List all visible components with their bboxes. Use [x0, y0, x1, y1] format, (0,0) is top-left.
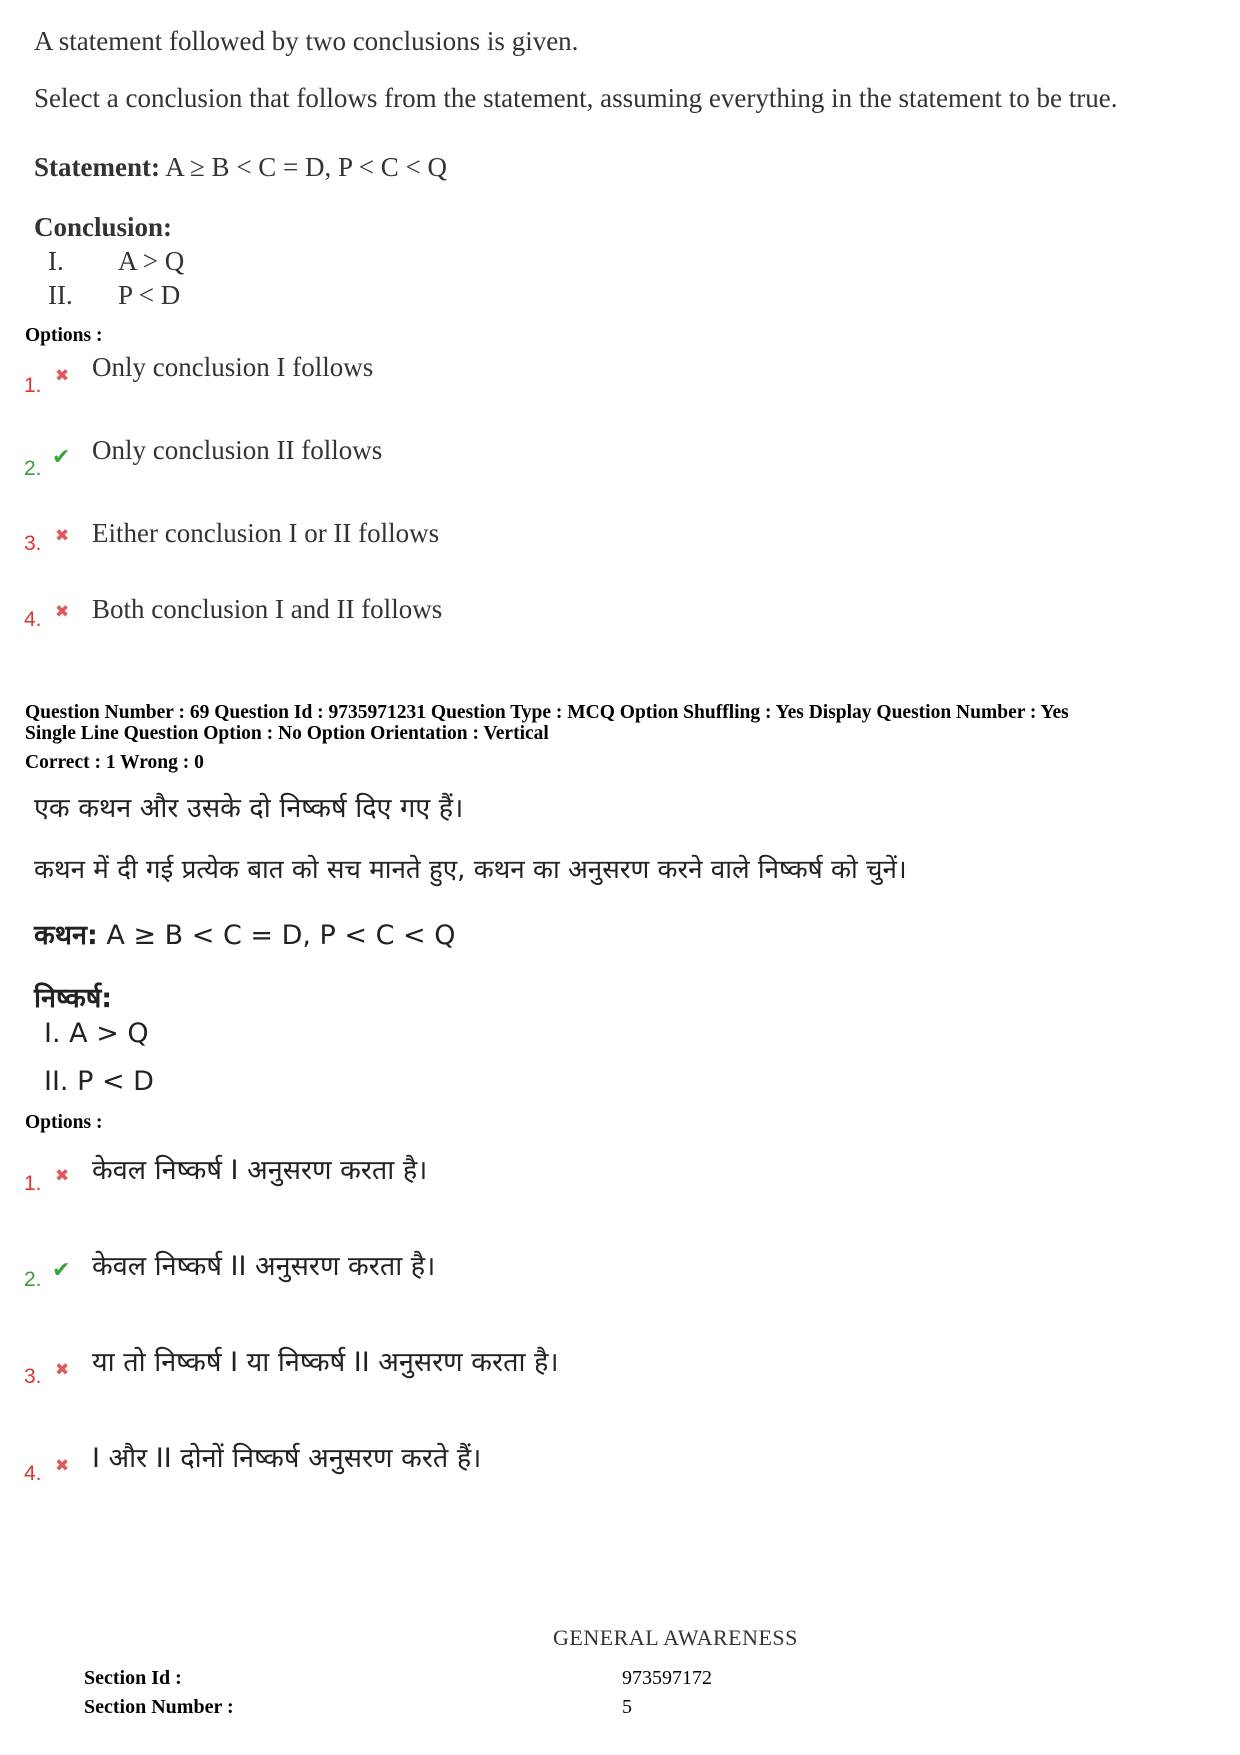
statement-value: A ≥ B < C = D, P < C < Q	[165, 152, 448, 182]
option-text: I और II दोनों निष्कर्ष अनुसरण करते हैं।	[92, 1443, 482, 1474]
conclusion-num: II.	[48, 280, 73, 310]
section-title: GENERAL AWARENESS	[553, 1625, 798, 1650]
option-number: 3.	[24, 532, 42, 555]
option-text: केवल निष्कर्ष I अनुसरण करता है।	[92, 1155, 428, 1186]
option-text: केवल निष्कर्ष II अनुसरण करता है।	[92, 1251, 436, 1282]
option-text: या तो निष्कर्ष I या निष्कर्ष II अनुसरण करता है।	[92, 1347, 559, 1378]
conclusion-label: Conclusion:	[34, 212, 173, 242]
conclusion-text: P < D	[77, 1066, 154, 1097]
cross-icon: ✖	[55, 1360, 70, 1380]
conclusion-text: A > Q	[118, 246, 185, 276]
conclusion-text: A > Q	[69, 1018, 149, 1049]
option-number: 4.	[24, 608, 42, 631]
check-icon: ✔	[52, 1258, 71, 1283]
question-intro: A statement followed by two conclusions is given.	[34, 26, 579, 56]
option-number: 4.	[24, 1462, 42, 1485]
cross-icon: ✖	[55, 1456, 70, 1476]
cross-icon: ✖	[55, 602, 70, 622]
cross-icon: ✖	[55, 526, 70, 546]
cross-icon: ✖	[55, 366, 70, 386]
option-text: Only conclusion I follows	[92, 352, 374, 382]
option-text: Only conclusion II follows	[92, 435, 383, 465]
marking-scheme: Correct : 1 Wrong : 0	[25, 752, 204, 773]
option-number: 2.	[24, 1268, 42, 1291]
options-label: Options :	[25, 325, 103, 346]
conclusion-text: P < D	[118, 280, 181, 310]
statement-label: कथन:	[34, 920, 98, 951]
conclusion-item	[44, 1018, 149, 1049]
question-instruction: Select a conclusion that follows from the statement, assuming everything in the statement to be true.	[34, 83, 1118, 113]
statement	[34, 915, 456, 952]
question-instruction: कथन में दी गई प्रत्येक बात को सच मानते हुए, कथन का अनुसरण करने वाले निष्कर्ष को चुनें।	[34, 855, 907, 885]
option-number: 1.	[24, 374, 42, 397]
question-intro: एक कथन और उसके दो निष्कर्ष दिए गए हैं।	[34, 793, 464, 824]
question-meta: Single Line Question Option : No Option Orientation : Vertical	[25, 723, 549, 744]
conclusion-num: I.	[44, 1018, 61, 1049]
section-id-label: Section Id :	[84, 1667, 182, 1689]
section-id-value: 973597172	[622, 1667, 712, 1689]
option-number: 2.	[24, 457, 42, 480]
cross-icon: ✖	[55, 1166, 70, 1186]
section-number-label: Section Number :	[84, 1696, 234, 1718]
section-number-value: 5	[622, 1696, 632, 1718]
conclusion-num: I.	[48, 246, 64, 276]
option-text: Either conclusion I or II follows	[92, 518, 440, 548]
conclusion-label: निष्कर्ष:	[34, 983, 113, 1014]
conclusion-num: II.	[44, 1066, 69, 1097]
option-text: Both conclusion I and II follows	[92, 594, 443, 624]
question-meta: Question Number : 69 Question Id : 9735971231 Question Type : MCQ Option Shuffling : Yes Display Question Number : Yes	[25, 702, 1069, 723]
statement-label: Statement:	[34, 152, 160, 182]
option-number: 1.	[24, 1172, 42, 1195]
statement-value: A ≥ B < C = D, P < C < Q	[106, 920, 456, 951]
check-icon: ✔	[52, 445, 71, 470]
conclusion-item	[44, 1066, 154, 1097]
statement	[34, 152, 447, 183]
option-number: 3.	[24, 1365, 42, 1388]
options-label: Options :	[25, 1112, 103, 1133]
